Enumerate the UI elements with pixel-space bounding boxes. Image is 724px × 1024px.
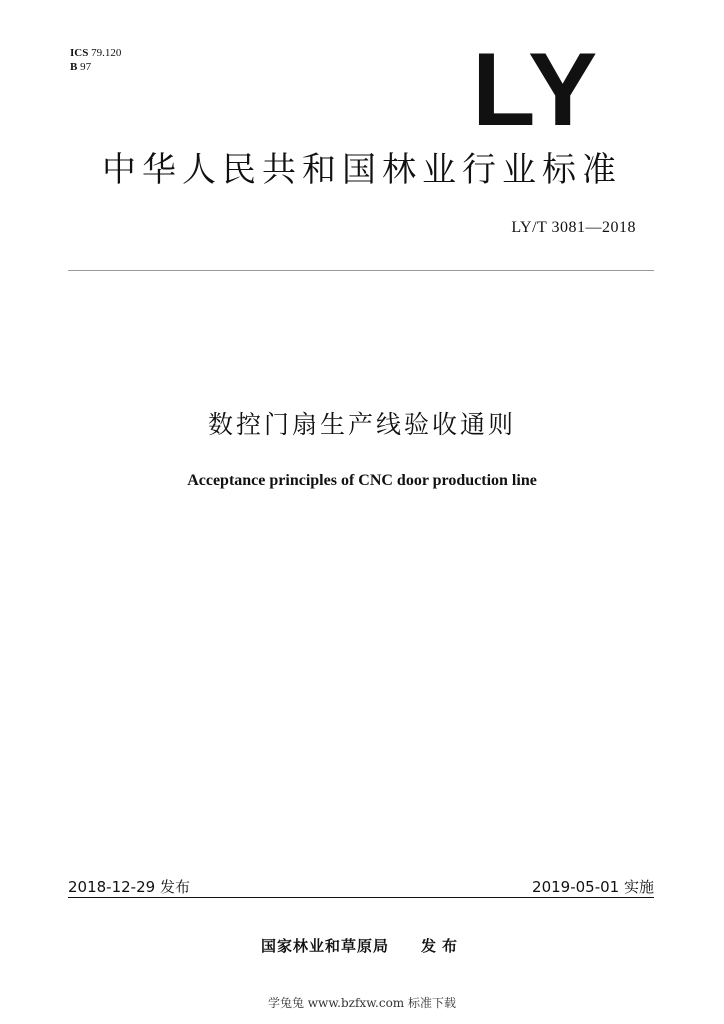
issue-date: 2018-12-29 发布 [68, 878, 190, 896]
ccs-line [70, 60, 121, 74]
classification-block [70, 46, 121, 74]
document-title-en: Acceptance principles of CNC door production line [187, 472, 537, 489]
standard-type-title: 中华人民共和国林业行业标准 [102, 150, 622, 190]
document-title-zh: 数控门扇生产线验收通则 [207, 410, 516, 439]
header-divider [68, 270, 654, 271]
publisher-name: 国家林业和草原局 [260, 937, 389, 955]
footer-divider [68, 897, 654, 898]
ics-label: ICS [70, 47, 89, 59]
ccs-label: B [70, 61, 78, 73]
publisher-action: 发布 [421, 937, 464, 955]
publisher-line [0, 935, 724, 956]
standard-number: LY/T 3081—2018 [511, 219, 636, 236]
ics-line [70, 46, 121, 60]
effective-date: 2019-05-01 实施 [532, 878, 654, 896]
standard-logo: LY [472, 32, 600, 148]
ccs-code: 97 [80, 61, 92, 73]
watermark-footer: 学兔兔 www.bzfxw.com 标准下载 [267, 996, 457, 1010]
ics-code: 79.120 [91, 47, 122, 59]
